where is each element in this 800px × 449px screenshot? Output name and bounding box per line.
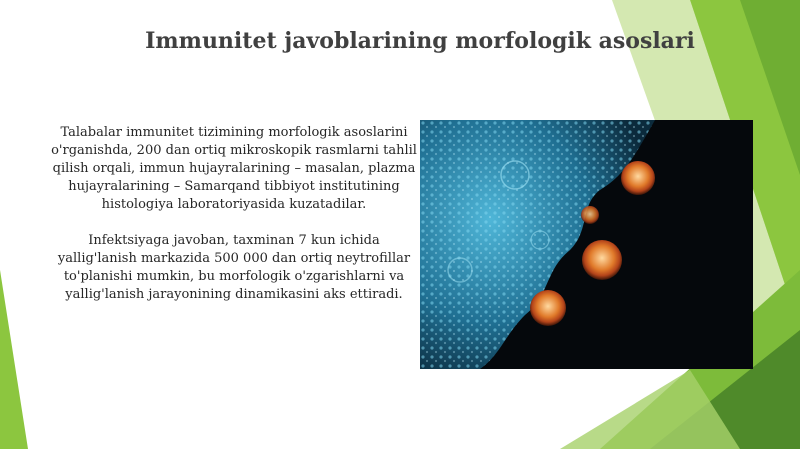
paragraph-2: Infektsiyaga javoban, taxminan 7 kun ichida yallig'lanish markazida 500 000 dan ortiq neytrofillar to'planishi mumkin, bu morfologik o'zgarishlarni va yallig'lanish jarayonining dinamikasini aks ettiradi. [57, 233, 411, 302]
slide-body [50, 124, 418, 322]
microscopy-image [420, 120, 753, 369]
paragraph-1: Talabalar immunitet tizimining morfologik asoslarini o'rganishda, 200 dan ortiq mikroskopik rasmlarni tahlil qilish orqali, immun hujayralarining – masalan, plazma hujayralarining – Samarqand tibbiyot institutining histologiya laboratoriyasida kuzatadilar. [51, 125, 417, 212]
slide-title: Immunitet javoblarining morfologik asoslari [145, 28, 695, 54]
